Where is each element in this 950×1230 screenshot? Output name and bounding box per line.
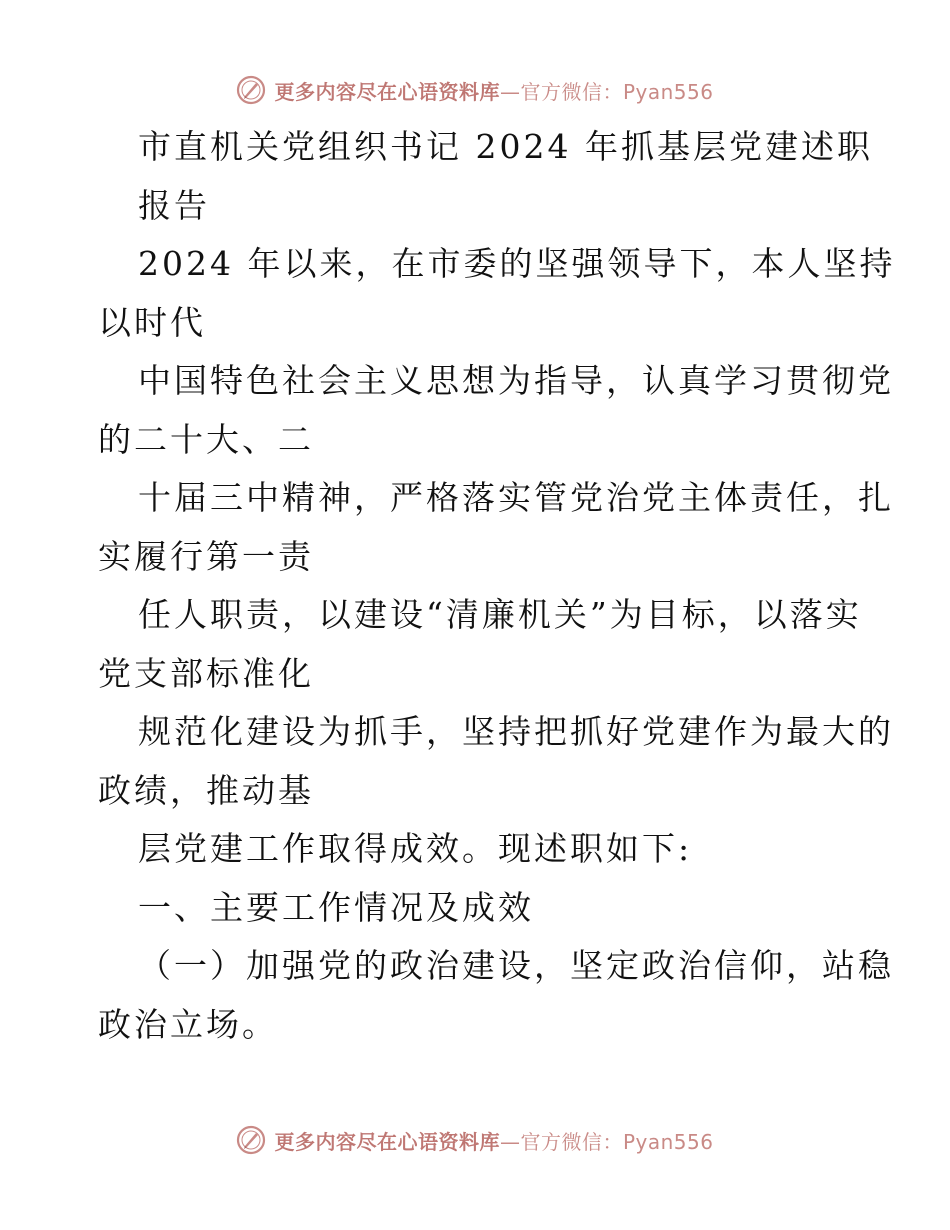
subsection-heading-continued: 政治立场。 <box>98 1004 278 1044</box>
body-line: 任人职责，以建设“清廉机关”为目标，以落实 <box>138 595 862 634</box>
body-line: 中国特色社会主义思想为指导，认真学习贯彻党 <box>138 361 894 400</box>
body-line: 规范化建设为抓手，坚持把抓好党建作为最大的 <box>138 712 894 751</box>
watermark-text: 更多内容尽在心语资料库—官方微信：Pyan556 <box>274 79 714 104</box>
subsection-heading: （一）加强党的政治建设，坚定政治信仰，站稳 <box>138 946 894 985</box>
header-watermark <box>0 70 950 110</box>
body-line: 以时代 <box>98 302 206 342</box>
body-line: 十届三中精神，严格落实管党治党主体责任，扎 <box>138 478 894 517</box>
document-title-line: 市直机关党组织书记 2024 年抓基层党建述职 <box>138 127 873 166</box>
body-line: 政绩，推动基 <box>98 770 314 810</box>
body-line: 2024 年以来，在市委的坚强领导下，本人坚持 <box>138 244 896 283</box>
section-heading: 一、主要工作情况及成效 <box>138 887 534 927</box>
document-title-line: 报告 <box>138 185 210 225</box>
body-line: 层党建工作取得成效。现述职如下: <box>138 829 693 868</box>
watermark-text: 更多内容尽在心语资料库—官方微信：Pyan556 <box>274 1129 714 1154</box>
body-line: 党支部标准化 <box>98 653 314 693</box>
quill-pen-logo-icon <box>236 1125 266 1155</box>
footer-watermark <box>0 1120 950 1160</box>
document-body <box>98 118 896 1054</box>
body-line: 的二十大、二 <box>98 419 314 459</box>
body-line: 实履行第一责 <box>98 536 314 576</box>
quill-pen-logo-icon <box>236 75 266 105</box>
